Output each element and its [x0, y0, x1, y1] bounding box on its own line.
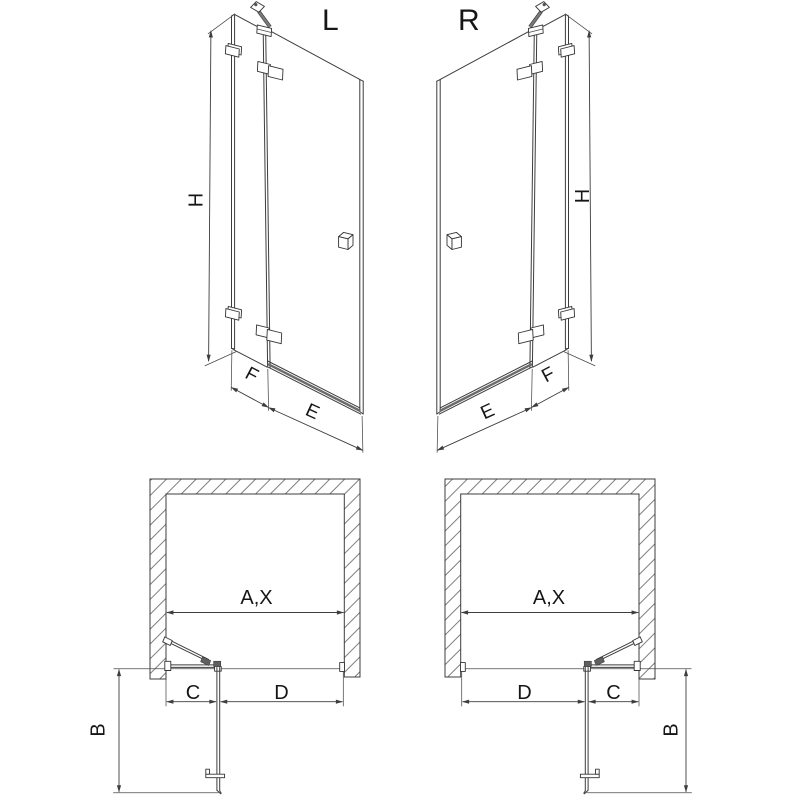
dim-label-ax-right: A,X — [532, 587, 566, 609]
dim-label-ax-left: A,X — [240, 587, 273, 609]
dim-label-c-right: C — [606, 682, 621, 704]
door-handle-plan — [206, 769, 225, 778]
hinge-bottom — [256, 325, 282, 344]
dim-label-f-right: F — [538, 363, 559, 388]
door-handle-knob — [339, 232, 353, 249]
dim-label-e-left: E — [302, 399, 323, 425]
support-bar-bolt — [254, 3, 257, 6]
door-plan-view-left — [113, 613, 344, 794]
wall-closing-profile — [340, 663, 345, 672]
dim-label-b-right: B — [660, 723, 683, 737]
dim-label-e-right: E — [477, 399, 498, 425]
door-panel — [272, 32, 363, 414]
door-plan-view-right — [461, 613, 692, 794]
dim-label-d-left: D — [274, 682, 289, 704]
wall-bracket-bottom — [225, 306, 241, 320]
door-3d-view-left — [205, 2, 363, 453]
dim-label-h-left: H — [185, 192, 208, 208]
variant-label-left: L — [322, 4, 339, 37]
wall-profile — [232, 14, 235, 349]
dim-label-d-right: D — [517, 682, 532, 704]
dim-label-h-right: H — [572, 188, 594, 204]
door-3d-view-right — [437, 2, 595, 453]
variant-label-right: R — [458, 4, 480, 37]
dim-label-c-left: C — [185, 682, 201, 704]
dim-label-f-left: F — [241, 363, 262, 388]
support-bar — [251, 2, 272, 37]
labels-layer — [88, 4, 683, 737]
wall-bracket-top — [225, 43, 241, 57]
hinge-top — [257, 61, 283, 80]
dim-label-b-left: B — [87, 723, 110, 737]
